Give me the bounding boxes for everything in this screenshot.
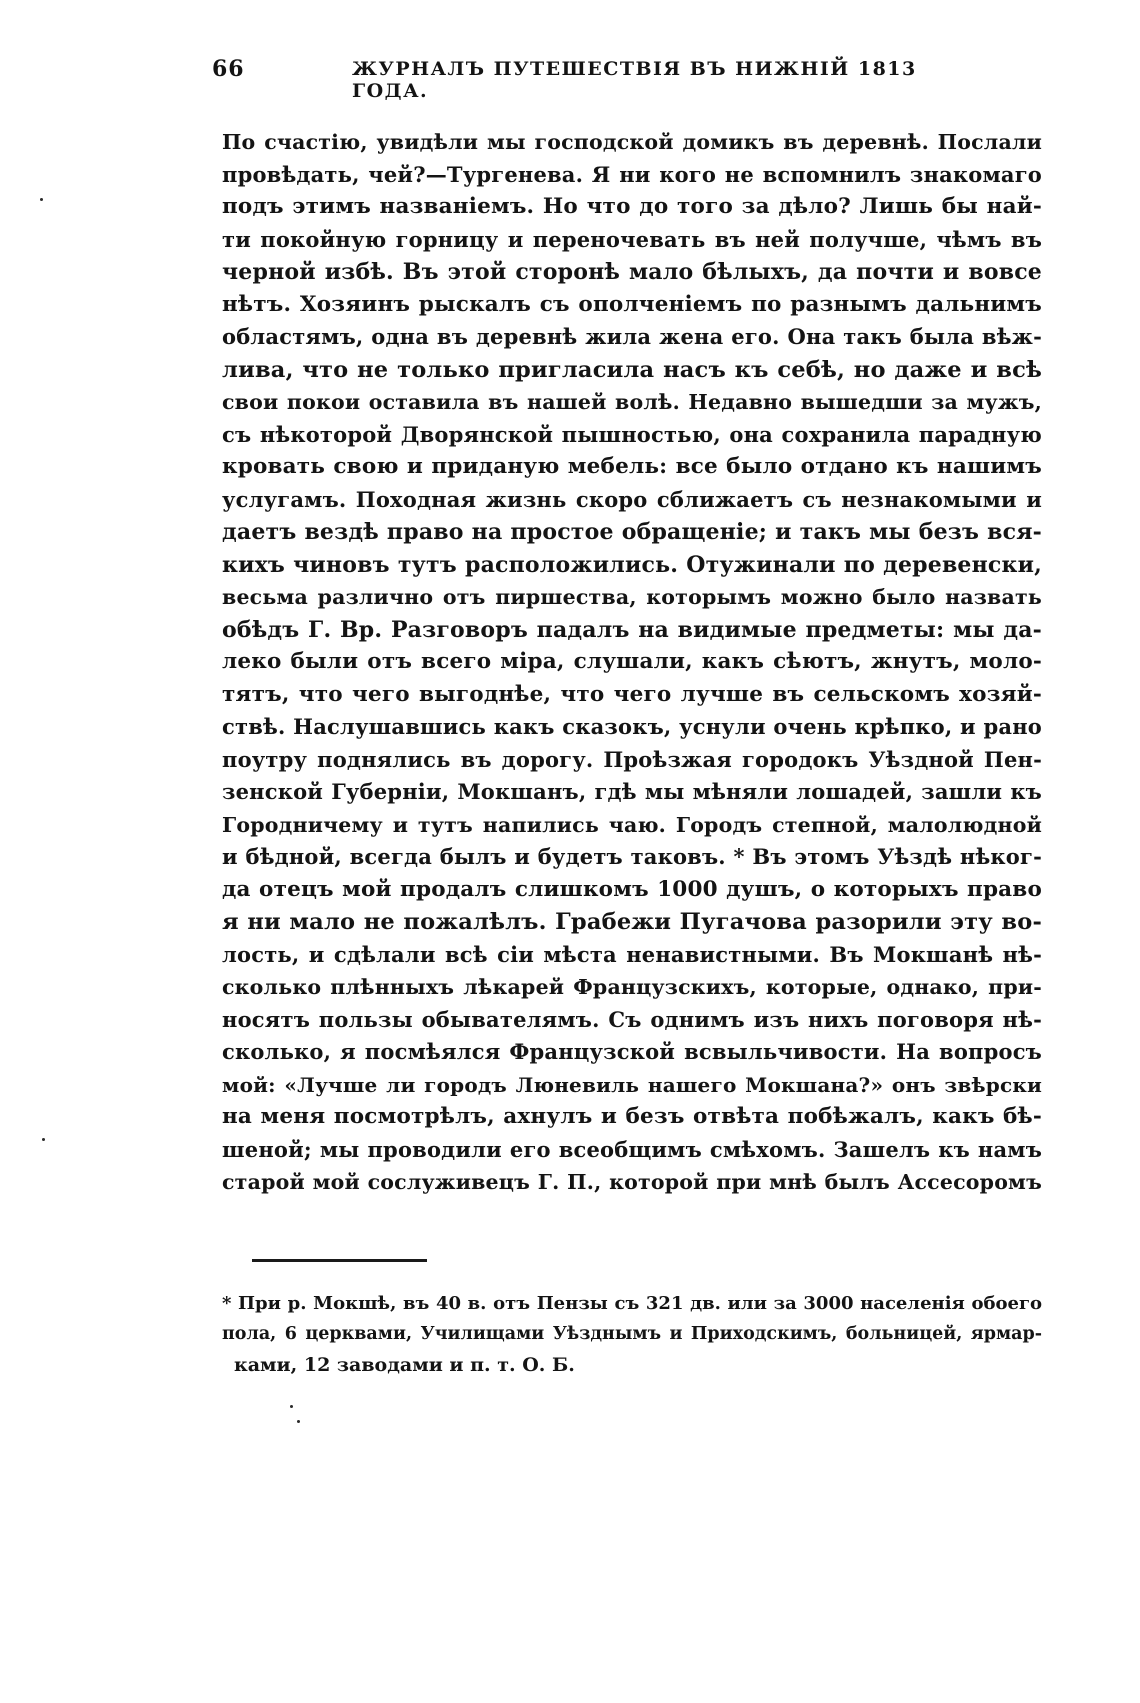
text-line: носятъ пользы обывателямъ. Съ однимъ изъ нихъ поговоря нѣ- — [222, 1006, 1042, 1032]
text-line: обѣдъ Г. Вр. Разговоръ падалъ на видимые предметы: мы да- — [222, 616, 1042, 643]
text-line: шеной; мы проводили его всеобщимъ смѣхомъ. Зашелъ къ намъ — [222, 1136, 1042, 1162]
scan-speck — [42, 1138, 45, 1141]
text-line: съ нѣкоторой Дворянской пышностью, она сохранила парадную — [222, 421, 1042, 447]
text-line: я ни мало не пожалѣлъ. Грабежи Пугачова разорили эту во- — [222, 909, 1042, 935]
footnote-divider — [252, 1259, 427, 1262]
text-line: свои покои оставила въ нашей волѣ. Недавно вышедши за мужъ, — [222, 390, 1042, 414]
text-line: и бѣдной, всегда былъ и будетъ таковъ. * Въ этомъ Уѣздѣ нѣког- — [222, 844, 1042, 869]
page-header — [212, 56, 942, 102]
text-line: поутру поднялись въ дорогу. Проѣзжая городокъ Уѣздной Пен- — [222, 746, 1042, 772]
text-line: даетъ вездѣ право на простое обращеніе; и такъ мы безъ вся- — [222, 519, 1042, 545]
text-line: услугамъ. Походная жизнь скоро сближаетъ съ незнакомыми и — [222, 486, 1042, 512]
footnote — [222, 1288, 1042, 1381]
text-line: провѣдать, чей?—Тургенева. Я ни кого не вспомнилъ знакомаго — [222, 161, 1042, 187]
text-line: лость, и сдѣлали всѣ сіи мѣста ненавистными. Въ Мокшанѣ нѣ- — [222, 941, 1042, 967]
text-line: областямъ, одна въ деревнѣ жила жена его. Она такъ была вѣж- — [222, 324, 1042, 349]
text-line: да отецъ мой продалъ слишкомъ 1000 душъ, о которыхъ право — [222, 876, 1042, 902]
text-line: подъ этимъ названіемъ. Но что до того за дѣло? Лишь бы най- — [222, 194, 1042, 219]
text-line: кихъ чиновъ тутъ расположились. Отужинали по деревенски, — [222, 551, 1042, 578]
text-line: лива, что не только пригласила насъ къ себѣ, но даже и всѣ — [222, 356, 1042, 383]
scan-speck — [40, 198, 43, 201]
text-line: По счастію, увидѣли мы господской домикъ въ деревнѣ. Послали — [222, 130, 1042, 154]
text-line: мой: «Лучше ли городъ Люневиль нашего Мокшана?» онъ звѣрски — [222, 1072, 1042, 1097]
footnote-line: * При р. Мокшѣ, въ 40 в. отъ Пензы съ 321 дв. или за 3000 населенія обоего — [222, 1293, 1042, 1314]
text-line: леко были отъ всего міра, слушали, какъ сѣютъ, жнутъ, моло- — [222, 649, 1042, 674]
text-line: весьма различно отъ пиршества, которымъ можно было назвать — [222, 585, 1042, 609]
footnote-line: пола, 6 церквами, Училищами Уѣзднымъ и Приходскимъ, больницей, ярмар- — [222, 1324, 1042, 1344]
text-line: кровать свою и приданую мебель: все было отдано къ нашимъ — [222, 454, 1042, 479]
text-line: сколько, я посмѣялся Французской всвыльчивости. На вопросъ — [222, 1039, 1042, 1064]
text-line: нѣтъ. Хозяинъ рыскалъ съ ополченіемъ по разнымъ дальнимъ — [222, 291, 1042, 317]
text-line: ствѣ. Наслушавшись какъ сказокъ, уснули очень крѣпко, и рано — [222, 714, 1042, 739]
text-line: черной избѣ. Въ этой сторонѣ мало бѣлыхъ, да почти и вовсе — [222, 259, 1042, 285]
text-line: зенской Губерніи, Мокшанъ, гдѣ мы мѣняли лошадей, зашли къ — [222, 779, 1042, 804]
text-line: старой мой сослуживецъ Г. П., которой при мнѣ былъ Ассесоромъ — [222, 1170, 1042, 1194]
text-line: тятъ, что чего выгоднѣе, что чего лучше въ сельскомъ хозяй- — [222, 681, 1042, 707]
main-text — [222, 126, 1042, 1199]
text-line: на меня посмотрѣлъ, ахнулъ и безъ отвѣта побѣжалъ, какъ бѣ- — [222, 1104, 1042, 1129]
text-line: Городничему и тутъ напились чаю. Городъ степной, малолюдной — [222, 812, 1042, 837]
scan-speck — [297, 1420, 300, 1423]
text-line: сколько плѣнныхъ лѣкарей Французскихъ, которые, однако, при- — [222, 975, 1042, 999]
text-line: ти покойную горницу и переночевать въ ней получше, чѣмъ въ — [222, 226, 1042, 252]
scan-speck — [290, 1405, 293, 1408]
running-title: ЖУРНАЛЪ ПУТЕШЕСТВІЯ ВЪ НИЖНІЙ 1813 ГОДА. — [352, 58, 917, 102]
footnote-line: ками, 12 заводами и п. т. О. Б. — [234, 1354, 575, 1376]
page-number: 66 — [212, 56, 245, 82]
